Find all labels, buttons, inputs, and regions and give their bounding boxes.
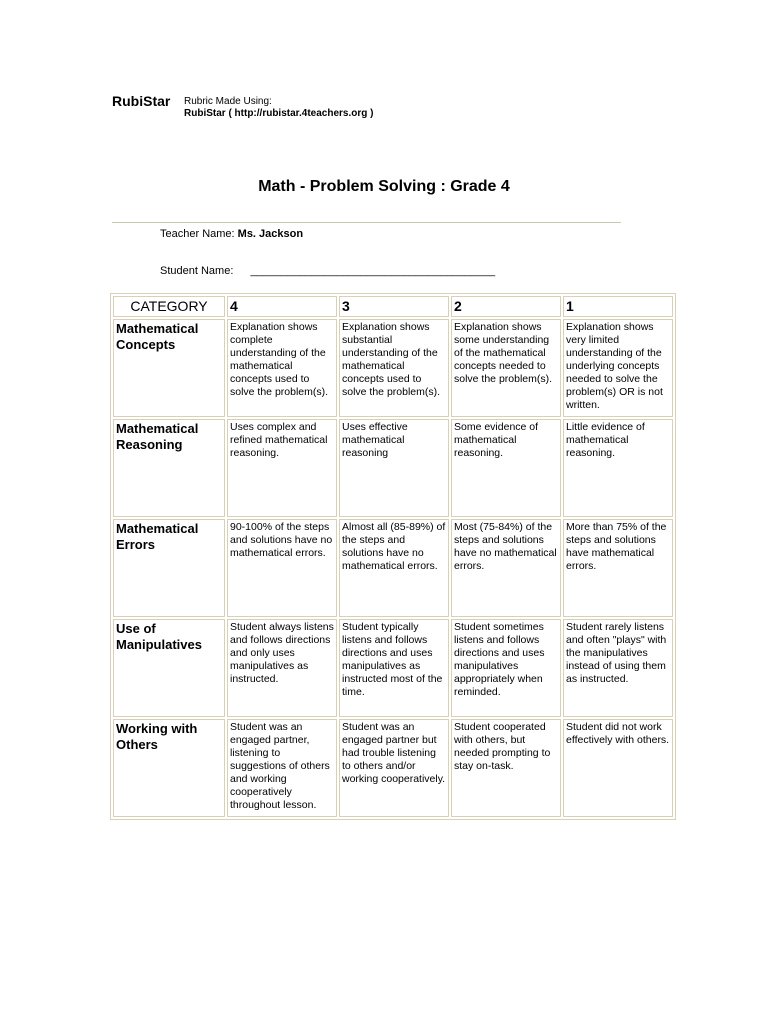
score-4-cell: 90-100% of the steps and solutions have no mathematical errors.	[227, 519, 337, 617]
row-category: Working with Others	[113, 719, 225, 817]
student-name-line	[160, 265, 495, 277]
score-2-cell: Student sometimes listens and follows directions and uses manipulatives appropriately when reminded.	[451, 619, 561, 717]
score-1-cell: Explanation shows very limited understanding of the underlying concepts needed to solve the problem(s) OR is not written.	[563, 319, 673, 417]
score-4-cell: Uses complex and refined mathematical reasoning.	[227, 419, 337, 517]
score-3-cell: Student typically listens and follows directions and uses manipulatives as instructed most of the time.	[339, 619, 449, 717]
score-3-cell: Almost all (85-89%) of the steps and solutions have no mathematical errors.	[339, 519, 449, 617]
page-title: Math - Problem Solving : Grade 4	[258, 178, 510, 195]
table-row	[113, 519, 673, 617]
table-row	[113, 619, 673, 717]
score-1-cell: Little evidence of mathematical reasoning.	[563, 419, 673, 517]
score-3-cell: Explanation shows substantial understanding of the mathematical concepts used to solve the problem(s).	[339, 319, 449, 417]
table-row	[113, 719, 673, 817]
header-score-4: 4	[227, 296, 337, 317]
score-1-cell: More than 75% of the steps and solutions have mathematical errors.	[563, 519, 673, 617]
table-row	[113, 319, 673, 417]
row-category: Mathematical Errors	[113, 519, 225, 617]
rubric-header-row	[113, 296, 673, 317]
header-score-2: 2	[451, 296, 561, 317]
header-score-1: 1	[563, 296, 673, 317]
brand-logo: RubiStar	[112, 93, 171, 109]
row-category: Mathematical Concepts	[113, 319, 225, 417]
header-category: CATEGORY	[113, 296, 225, 317]
score-4-cell: Explanation shows complete understanding of the mathematical concepts used to solve the problem(s).	[227, 319, 337, 417]
student-name-label: Student Name:	[160, 265, 234, 277]
made-using-label: Rubric Made Using:	[184, 96, 272, 107]
score-4-cell: Student always listens and follows directions and only uses manipulatives as instructed.	[227, 619, 337, 717]
teacher-name-label: Teacher Name:	[160, 228, 235, 240]
table-row	[113, 419, 673, 517]
score-3-cell: Student was an engaged partner but had trouble listening to others and/or working cooperatively.	[339, 719, 449, 817]
row-category: Mathematical Reasoning	[113, 419, 225, 517]
teacher-name-value: Ms. Jackson	[237, 228, 304, 240]
score-2-cell: Some evidence of mathematical reasoning.	[451, 419, 561, 517]
header-score-3: 3	[339, 296, 449, 317]
row-category: Use of Manipulatives	[113, 619, 225, 717]
score-2-cell: Most (75-84%) of the steps and solutions have no mathematical errors.	[451, 519, 561, 617]
made-using-note	[184, 96, 373, 120]
rubric-table	[110, 293, 676, 820]
score-1-cell: Student did not work effectively with others.	[563, 719, 673, 817]
score-4-cell: Student was an engaged partner, listening to suggestions of others and working cooperatively throughout lesson.	[227, 719, 337, 817]
teacher-name-line	[160, 228, 303, 240]
rubistar-link[interactable]: RubiStar ( http://rubistar.4teachers.org )	[184, 108, 374, 119]
score-1-cell: Student rarely listens and often "plays" with the manipulatives instead of using them as instructed.	[563, 619, 673, 717]
score-2-cell: Explanation shows some understanding of the mathematical concepts needed to solve the problem(s).	[451, 319, 561, 417]
score-3-cell: Uses effective mathematical reasoning	[339, 419, 449, 517]
score-2-cell: Student cooperated with others, but needed prompting to stay on-task.	[451, 719, 561, 817]
student-name-blank: ________________________________________	[250, 265, 496, 277]
title-divider	[112, 222, 621, 223]
